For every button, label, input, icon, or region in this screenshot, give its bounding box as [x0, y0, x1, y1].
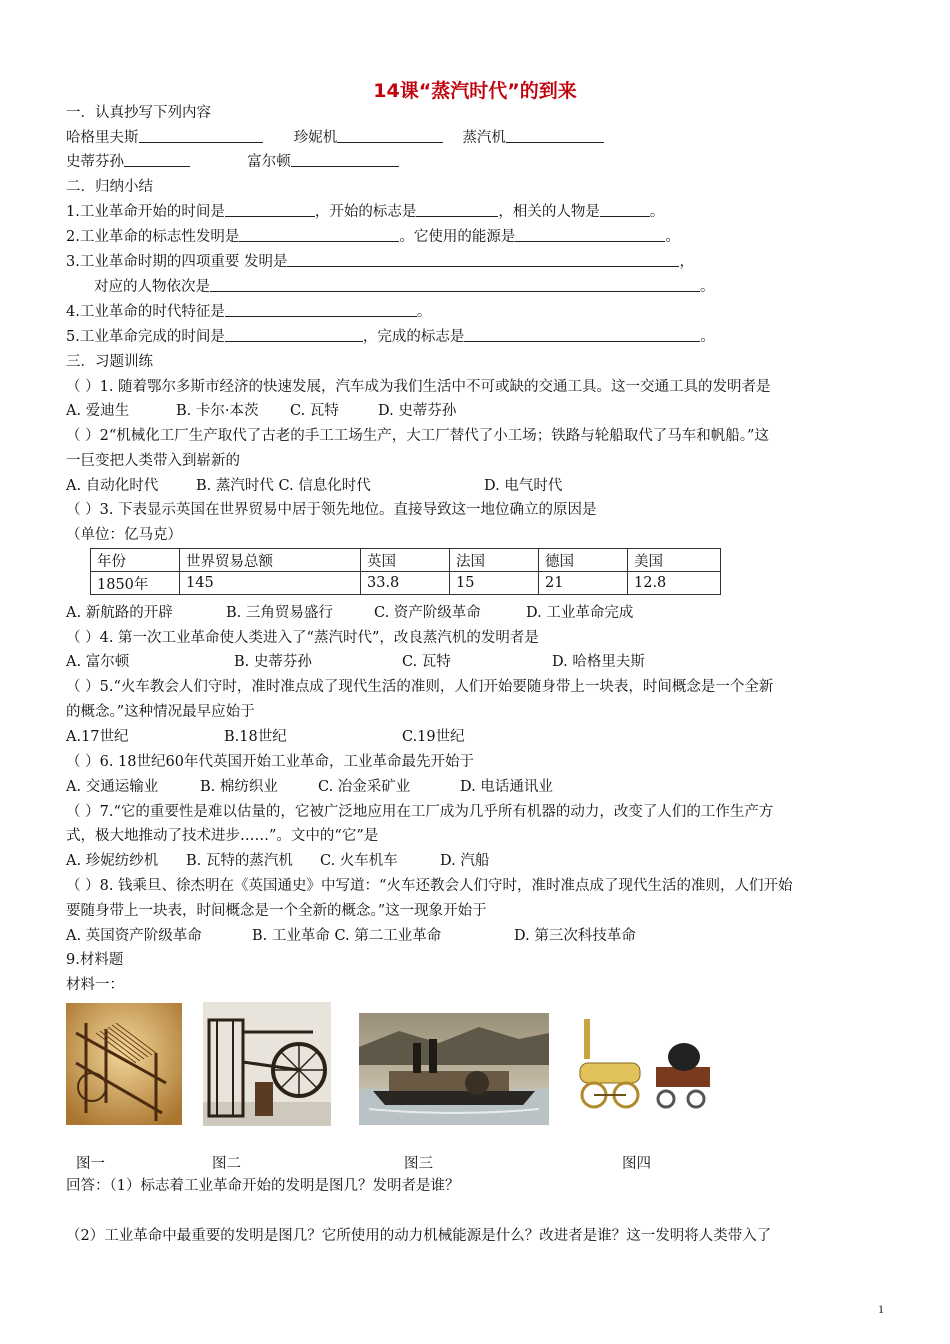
option-c[interactable]: C. 冶金采矿业	[318, 779, 411, 795]
question-3: （ ）3. 下表显示英国在世界贸易中居于领先地位。直接导致这一地位确立的原因是	[66, 502, 597, 518]
blank[interactable]	[225, 202, 315, 217]
option-b[interactable]: B. 棉纺织业	[200, 779, 278, 795]
blank[interactable]	[225, 302, 417, 317]
answer-question-2: （2）工业革命中最重要的发明是图几？它所使用的动力机械能源是什么？改进者是谁？这一发明将人类带入了	[66, 1228, 772, 1244]
q-text: 。	[700, 279, 715, 295]
blank[interactable]	[506, 128, 604, 143]
table-cell: 145	[180, 572, 361, 595]
option-a[interactable]: A. 富尔顿	[66, 654, 130, 670]
table-header: 英国	[361, 549, 450, 572]
q-text: ，完成的标志是	[362, 329, 465, 345]
summary-q4	[66, 302, 431, 322]
q-text: ，	[679, 254, 694, 270]
page-number: 1	[878, 1302, 884, 1316]
q-text: 3.工业革命时期的四项重要 发明是	[66, 254, 288, 270]
section2-heading: 二．归纳小结	[66, 179, 153, 195]
q-text: ，相关的人物是	[498, 204, 600, 220]
table-header: 法国	[450, 549, 539, 572]
section3-heading: 三．习题训练	[66, 354, 153, 370]
option-a[interactable]: A. 交通运输业	[66, 779, 159, 795]
option-d[interactable]: D. 电话通讯业	[460, 779, 553, 795]
blank[interactable]	[287, 252, 679, 267]
question-5-options	[66, 727, 465, 747]
option-c[interactable]: C. 瓦特	[290, 403, 339, 419]
question-9: 9.材料题	[66, 952, 124, 968]
question-2-options	[66, 476, 563, 496]
term: 富尔顿	[247, 154, 291, 170]
trade-table	[90, 548, 721, 595]
option-b[interactable]: B. 瓦特的蒸汽机	[186, 853, 293, 869]
term: 史蒂芬孙	[66, 154, 124, 170]
q-text: 。	[700, 329, 715, 345]
blank[interactable]	[515, 227, 665, 242]
option-a[interactable]: A. 爱迪生	[66, 403, 130, 419]
question-7-line2: 式，极大地推动了技术进步……”。文中的“它”是	[66, 828, 379, 844]
option-b[interactable]: B. 三角贸易盛行	[226, 605, 333, 621]
option-c[interactable]: C. 火车机车	[320, 853, 398, 869]
option-d[interactable]: D. 哈格里夫斯	[552, 654, 645, 670]
option-b-c[interactable]: B. 蒸汽时代 C. 信息化时代	[196, 478, 371, 494]
table-cell: 12.8	[628, 572, 721, 595]
table-cell: 1850年	[91, 572, 180, 595]
option-b[interactable]: B. 卡尔·本茨	[176, 403, 259, 419]
question-1-options	[66, 401, 457, 421]
option-a[interactable]: A. 珍妮纺纱机	[66, 853, 159, 869]
option-a[interactable]: A. 自动化时代	[66, 478, 159, 494]
option-d[interactable]: D. 电气时代	[484, 478, 563, 494]
question-6-options	[66, 777, 553, 797]
blank[interactable]	[225, 327, 363, 342]
table-row	[91, 572, 721, 595]
question-5-line2: 的概念。”这种情况最早应始于	[66, 704, 255, 720]
q-text: 1.工业革命开始的时间是	[66, 204, 225, 220]
caption-figure-2: 图二	[212, 1156, 241, 1172]
option-d[interactable]: D. 汽船	[440, 853, 490, 869]
blank[interactable]	[210, 277, 700, 292]
blank[interactable]	[124, 152, 190, 167]
option-c[interactable]: C. 瓦特	[402, 654, 451, 670]
term: 珍妮机	[293, 130, 338, 146]
table-header: 美国	[628, 549, 721, 572]
option-a[interactable]: A. 英国资产阶级革命	[66, 928, 202, 944]
question-7-options	[66, 851, 490, 871]
copy-row-2	[66, 152, 399, 172]
locomotive-image	[576, 1019, 716, 1115]
question-7-line1: （ ）7.“它的重要性是难以估量的，它被广泛地应用在工厂成为几乎所有机器的动力，改变了人们的工作生产方	[66, 804, 774, 820]
question-5-line1: （ ）5.“火车教会人们守时，准时准点成了现代生活的准则，人们开始要随身带上一块表，时间概念是一个全新	[66, 679, 774, 695]
caption-figure-4: 图四	[622, 1156, 651, 1172]
spinning-jenny-image	[66, 1003, 182, 1125]
q-text: ，开始的标志是	[314, 204, 417, 220]
question-2-line1: （ ）2“机械化工厂生产取代了古老的手工工场生产，大工厂替代了小工场；铁路与轮船取代了马车和帆船。”这	[66, 428, 769, 444]
question-2-line2: 一巨变把人类带入到崭新的	[66, 453, 240, 469]
steam-engine-image	[203, 1002, 331, 1126]
option-d[interactable]: D. 史蒂芬孙	[378, 403, 457, 419]
option-b[interactable]: B. 史蒂芬孙	[234, 654, 312, 670]
question-4: （ ）4. 第一次工业革命使人类进入了“蒸汽时代”，改良蒸汽机的发明者是	[66, 630, 539, 646]
option-d[interactable]: D. 工业革命完成	[526, 605, 634, 621]
q-text: 对应的人物依次是	[94, 279, 210, 295]
q-text: 。	[649, 204, 665, 220]
blank[interactable]	[416, 202, 498, 217]
copy-row-1	[66, 128, 604, 148]
table-header: 德国	[539, 549, 628, 572]
blank[interactable]	[464, 327, 700, 342]
table-cell: 21	[539, 572, 628, 595]
option-a[interactable]: A.17世纪	[66, 729, 129, 745]
table-header: 世界贸易总额	[180, 549, 361, 572]
option-a[interactable]: A. 新航路的开辟	[66, 605, 173, 621]
caption-figure-3: 图三	[404, 1156, 433, 1172]
blank[interactable]	[337, 128, 443, 143]
table-unit: （单位：亿马克）	[66, 527, 182, 543]
table-header: 年份	[91, 549, 180, 572]
summary-q2	[66, 227, 680, 247]
q-text: 2.工业革命的标志性发明是	[66, 229, 240, 245]
summary-q5	[66, 327, 715, 347]
option-d[interactable]: D. 第三次科技革命	[514, 928, 636, 944]
option-b[interactable]: B.18世纪	[224, 729, 287, 745]
question-3-options	[66, 603, 634, 623]
question-4-options	[66, 652, 645, 672]
table-cell: 33.8	[361, 572, 450, 595]
material-1-label: 材料一：	[66, 977, 124, 993]
blank[interactable]	[291, 152, 399, 167]
q-text: 。它使用的能源是	[399, 229, 516, 245]
term: 蒸汽机	[462, 130, 506, 146]
q-text: 4.工业革命的时代特征是	[66, 304, 225, 320]
option-b-c[interactable]: B. 工业革命 C. 第二工业革命	[252, 928, 442, 944]
table-cell: 15	[450, 572, 539, 595]
summary-q3b	[94, 277, 715, 297]
question-8-line1: （ ）8. 钱乘旦、徐杰明在《英国通史》中写道：“火车还教会人们守时，准时准点成了现代生活的准则，人们开始	[66, 878, 793, 894]
q-text: 5.工业革命完成的时间是	[66, 329, 225, 345]
caption-figure-1: 图一	[76, 1156, 105, 1172]
summary-q1	[66, 202, 664, 222]
page-title: 14课“蒸汽时代”的到来	[373, 80, 577, 102]
question-1: （ ）1. 随着鄂尔多斯市经济的快速发展，汽车成为我们生活中不可或缺的交通工具。这一交通工具的发明者是	[66, 379, 771, 395]
steamboat-image	[359, 1013, 549, 1125]
term: 哈格里夫斯	[66, 130, 139, 146]
q-text: 。	[665, 229, 680, 245]
option-c[interactable]: C.19世纪	[402, 729, 465, 745]
section1-heading: 一．认真抄写下列内容	[66, 105, 211, 121]
answer-question-1: 回答：（1）标志着工业革命开始的发明是图几？发明者是谁？	[66, 1178, 460, 1194]
question-6: （ ）6. 18世纪60年代英国开始工业革命，工业革命最先开始于	[66, 754, 474, 770]
question-8-line2: 要随身带上一块表，时间概念是一个全新的概念。”这一现象开始于	[66, 903, 487, 919]
summary-q3	[66, 252, 694, 272]
blank[interactable]	[239, 227, 399, 242]
question-8-options	[66, 926, 636, 946]
option-c[interactable]: C. 资产阶级革命	[374, 605, 481, 621]
q-text: 。	[416, 304, 432, 320]
blank[interactable]	[600, 202, 650, 217]
table-header-row	[91, 549, 721, 572]
blank[interactable]	[139, 128, 263, 143]
